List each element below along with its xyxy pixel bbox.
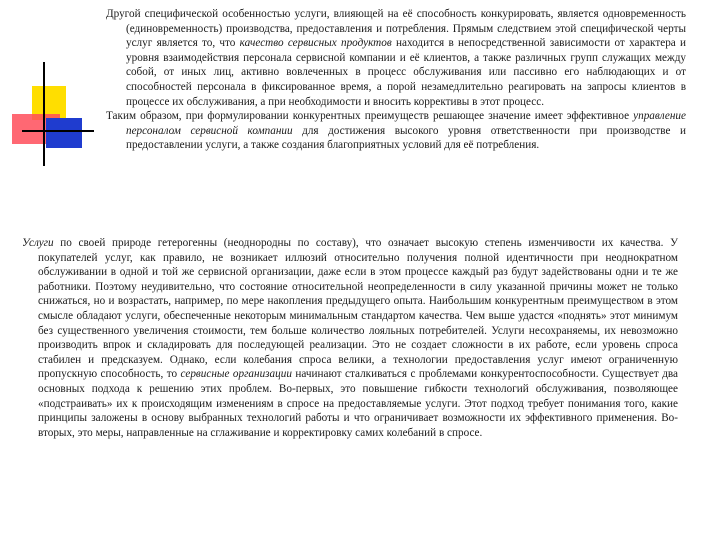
italic-term: управление персоналом сервисной компании	[126, 110, 686, 137]
decor-horizontal-line	[22, 130, 94, 132]
italic-term: качество сервисных продуктов	[239, 37, 392, 50]
decor-vertical-line	[43, 62, 45, 166]
paragraph-heterogeneity	[22, 236, 678, 440]
italic-term: Услуги	[22, 237, 54, 249]
text-span: начинают сталкиваться с проблемами конкурентоспособности. Существует два основных подхода к решению этих проблем. Во-первых, это повышение гибкости технологий обслуживания, позволяющее «подстраивать» их к происходящим изменениям в спросе на предоставляемые услуги. Этот подход требует понимания того, какие принципы заложены в основу выбранных технологий работы и что ограничивает возможности их эффективного применения. Во-вторых, это меры, направленные на сглаживание и корректировку самих колебаний в спросе.	[38, 368, 678, 439]
text-span: Таким образом, при формулировании конкурентных преимуществ решающее значение имеет эффективное	[106, 110, 634, 123]
bottom-text-block	[22, 236, 678, 440]
text-span: для достижения высокого уровня ответственности при производстве и предоставлении услуги, а также создания благоприятных условий для её потребления.	[126, 124, 687, 152]
italic-term: сервисные организации	[180, 368, 292, 381]
text-span: Другой специфической особенностью услуги, влияющей на её способность конкурировать, является одновременность (единовременность) производства, предоставления и потребления. Прямым следствием этой специфической черты услуг является то, что	[106, 8, 686, 50]
decor-blue-square	[46, 118, 82, 148]
text-span: по своей природе гетерогенны (неоднородны по составу), что означает высокую степень изменчивости их качества. У покупателей услуг, как правило, не возникает иллюзий относительно получения полной идентичности при неоднократном обслуживании в одной и той же сервисной организации, даже если в этом процессе каждый раз будут задействованы одни и те же работники. Поэтому неудивительно, что состояние относительной неопределенности в силу указанной причины может не только снижаться, но и возрастать, например, по мере накопления предыдущего опыта. Наибольшим конкурентным преимуществом в этом смысле обладают услуги, обеспеченные некоторым минимальным стандартом качества. Чем выше удастся «поднять» этот минимум без существенного увеличения стоимости, тем больше количество лояльных потребителей. Услуги несохраняемы, их невозможно производить впрок и складировать для последующей реализации. Это не создает сложности в их работе, если уровень спроса стабилен и предсказуем. Однако, если колебания спроса велики, а технологии предоставления услуг имеют ограниченную пропускную способность, то	[38, 237, 678, 381]
paragraph-conclusion	[106, 109, 686, 153]
text-span: находится в непосредственной зависимости от характера и уровня взаимодействия персонала сервисной компании и её клиентов, а также различных групп служащих между собой, от иных лиц, активно вовлеченных в процесс обслуживания или пассивно его наблюдающих и от способностей персонала в фиксированное время, а порой незамедлительно реагировать на запросы клиентов в процессе их обслуживания, а при необходимости и вносить коррективы в этот процесс.	[126, 37, 687, 108]
top-text-block	[106, 7, 686, 153]
paragraph-simultaneity	[106, 7, 686, 109]
